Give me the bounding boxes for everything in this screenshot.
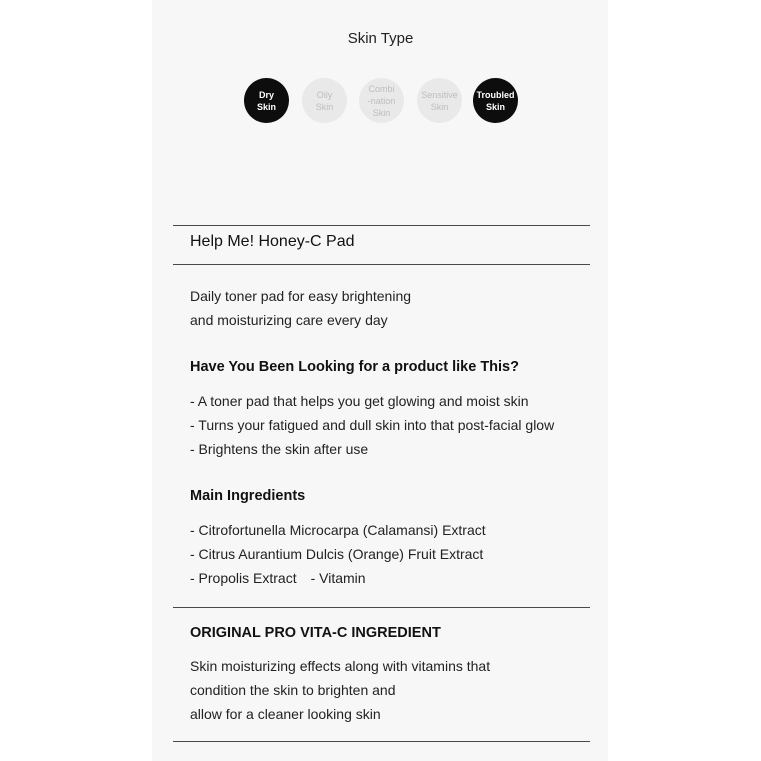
list-item: - A toner pad that helps you get glowing and moist skin bbox=[190, 393, 529, 409]
list-item: - Brightens the skin after use bbox=[190, 441, 369, 457]
description-line: and moisturizing care every day bbox=[190, 312, 388, 328]
divider bbox=[173, 225, 590, 226]
divider bbox=[173, 741, 590, 742]
ingredients-heading: Main Ingredients bbox=[190, 488, 306, 504]
list-item: - Citrofortunella Microcarpa (Calamansi) Extract bbox=[190, 522, 486, 538]
skin-type-selector bbox=[244, 78, 524, 124]
skin-type-troubled[interactable]: Troubled Skin bbox=[473, 78, 518, 123]
divider bbox=[173, 607, 590, 608]
description-line: Skin moisturizing effects along with vitamins that bbox=[190, 658, 491, 674]
product-description bbox=[190, 284, 411, 332]
list-item: - Vitamin bbox=[310, 570, 366, 586]
ingredients-row bbox=[190, 566, 486, 590]
skin-type-oily[interactable]: Oily Skin bbox=[302, 78, 347, 123]
skin-type-title: Skin Type bbox=[347, 30, 414, 47]
skin-type-dry[interactable]: Dry Skin bbox=[244, 78, 289, 123]
looking-for-list bbox=[190, 389, 554, 461]
ingredients-list bbox=[190, 518, 486, 590]
divider bbox=[173, 264, 590, 265]
description-line: condition the skin to brighten and bbox=[190, 682, 396, 698]
description-line: Daily toner pad for easy brightening bbox=[190, 288, 412, 304]
list-item: - Citrus Aurantium Dulcis (Orange) Fruit Extract bbox=[190, 546, 484, 562]
list-item: - Turns your fatigued and dull skin into that post-facial glow bbox=[190, 417, 555, 433]
skin-type-combination[interactable]: Combi -nation Skin bbox=[359, 78, 404, 123]
list-item: - Propolis Extract bbox=[190, 570, 297, 586]
looking-for-heading: Have You Been Looking for a product like This? bbox=[190, 359, 519, 375]
vita-c-heading: ORIGINAL PRO VITA-C INGREDIENT bbox=[190, 625, 441, 641]
skin-type-sensitive[interactable]: Sensitive Skin bbox=[417, 78, 462, 123]
product-name: Help Me! Honey-C Pad bbox=[190, 233, 355, 250]
description-line: allow for a cleaner looking skin bbox=[190, 706, 381, 722]
vita-c-description bbox=[190, 654, 490, 726]
